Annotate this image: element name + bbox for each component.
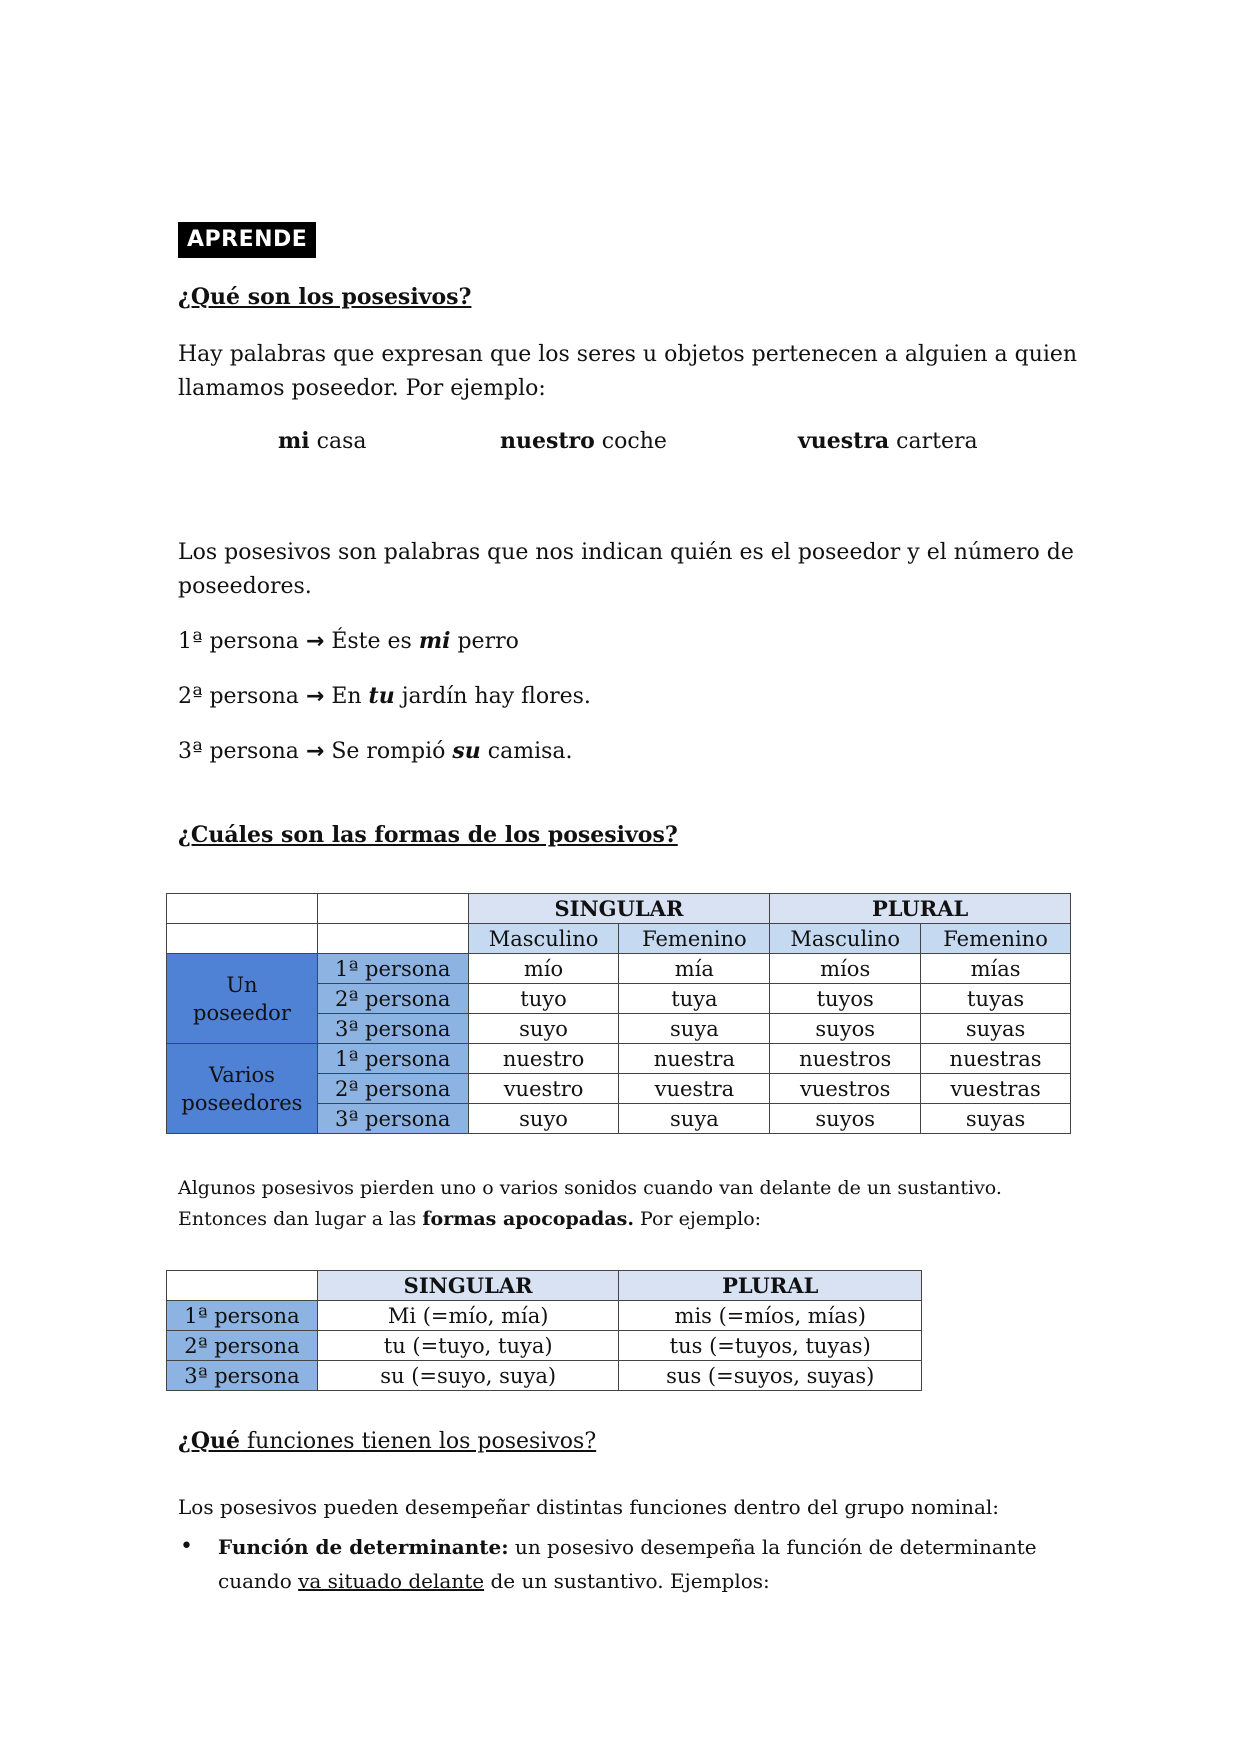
table-cell: tus (=tuyos, tuyas) (619, 1331, 922, 1361)
table-row (167, 954, 1071, 984)
header-masculino: Masculino (770, 924, 921, 954)
table-row (167, 1044, 1071, 1074)
person-sentence-start: Éste es (324, 629, 419, 654)
header-plural: PLURAL (619, 1271, 922, 1301)
table-cell: tuyo (468, 984, 619, 1014)
empty-cell (317, 924, 468, 954)
apocopated-line-2: Entonces dan lugar a las formas apocopadas. Por ejemplo: (178, 1208, 762, 1230)
example-2-noun: coche (594, 429, 667, 454)
table-row (167, 1361, 922, 1391)
table-cell: suyos (770, 1014, 921, 1044)
table-cell: su (=suyo, suya) (317, 1361, 619, 1391)
person-cell: 2ª persona (167, 1331, 318, 1361)
person-cell: 2ª persona (317, 984, 468, 1014)
apocopated-line-1: Algunos posesivos pierden uno o varios sonidos cuando van delante de un sustantivo. (178, 1177, 1002, 1199)
header-femenino: Femenino (619, 924, 770, 954)
section-heading-funciones: ¿Qué funciones tienen los posesivos? (178, 1428, 597, 1454)
empty-cell (317, 894, 468, 924)
header-femenino: Femenino (921, 924, 1071, 954)
table-cell: nuestro (468, 1044, 619, 1074)
table-cell: suya (619, 1104, 770, 1134)
person-cell: 3ª persona (167, 1361, 318, 1391)
apocopated-paragraph (178, 1173, 1078, 1235)
intro-line-1: Hay palabras que expresan que los seres u objetos pertenecen a alguien a quien (178, 342, 1078, 367)
table-cell: tuyas (921, 984, 1071, 1014)
example-2 (500, 428, 667, 454)
table-cell: mío (468, 954, 619, 984)
section-heading-formas: ¿Cuáles son las formas de los posesivos? (178, 822, 678, 848)
header-singular: SINGULAR (317, 1271, 619, 1301)
person-sentence-start: Se rompió (324, 739, 453, 764)
table-cell: tuya (619, 984, 770, 1014)
empty-cell (167, 894, 318, 924)
person-label: 1ª persona (178, 629, 299, 654)
table-cell: suyo (468, 1014, 619, 1044)
example-3-possessive: vuestra (798, 428, 890, 454)
table-cell: nuestras (921, 1044, 1071, 1074)
possessive-word: mi (418, 628, 451, 654)
arrow-right-icon: → (305, 629, 325, 654)
functions-intro: Los posesivos pueden desempeñar distintas funciones dentro del grupo nominal: (178, 1495, 1000, 1519)
intro-paragraph (178, 338, 1078, 406)
bullet-dot-icon: • (180, 1534, 193, 1559)
person-label: 2ª persona (178, 684, 299, 709)
table-cell: vuestra (619, 1074, 770, 1104)
example-1 (278, 428, 366, 454)
person-label: 3ª persona (178, 739, 299, 764)
empty-cell (167, 1271, 318, 1301)
example-1-possessive: mi (278, 428, 310, 454)
person-example-3 (178, 734, 1078, 769)
table-cell: míos (770, 954, 921, 984)
group-label-un-poseedor: Un poseedor (167, 954, 318, 1044)
table-cell: mías (921, 954, 1071, 984)
table-cell: Mi (=mío, mía) (317, 1301, 619, 1331)
person-cell: 1ª persona (317, 1044, 468, 1074)
table-cell: nuestros (770, 1044, 921, 1074)
table-cell: mis (=míos, mías) (619, 1301, 922, 1331)
possessive-word: tu (368, 683, 395, 709)
table-cell: sus (=suyos, suyas) (619, 1361, 922, 1391)
person-sentence-end: camisa. (480, 739, 573, 764)
table-cell: vuestro (468, 1074, 619, 1104)
table-cell: vuestros (770, 1074, 921, 1104)
person-sentence-end: jardín hay flores. (394, 684, 591, 709)
person-cell: 1ª persona (317, 954, 468, 984)
group-label-varios-poseedores: Varios poseedores (167, 1044, 318, 1134)
header-plural: PLURAL (770, 894, 1071, 924)
table-cell: suyo (468, 1104, 619, 1134)
possessive-word: su (452, 738, 481, 764)
example-3 (798, 428, 978, 454)
table-cell: tuyos (770, 984, 921, 1014)
bullet-item-determinante: Función de determinante: un posesivo desempeña la función de determinante cuando va situado delante de un sustantivo. Ejemplos: (218, 1535, 1037, 1593)
arrow-right-icon: → (305, 684, 325, 709)
table-cell: mía (619, 954, 770, 984)
example-2-possessive: nuestro (500, 428, 595, 454)
header-singular: SINGULAR (468, 894, 770, 924)
table-cell: suyas (921, 1014, 1071, 1044)
table-cell: vuestras (921, 1074, 1071, 1104)
person-sentence-start: En (324, 684, 369, 709)
table-cell: tu (=tuyo, tuya) (317, 1331, 619, 1361)
empty-cell (167, 924, 318, 954)
possessive-forms-table (166, 893, 1071, 1134)
person-cell: 2ª persona (317, 1074, 468, 1104)
table-cell: suyos (770, 1104, 921, 1134)
aprende-badge: APRENDE (178, 222, 316, 258)
apocopated-forms-table (166, 1270, 922, 1391)
person-cell: 1ª persona (167, 1301, 318, 1331)
intro-line-2: llamamos poseedor. Por ejemplo: (178, 376, 546, 401)
definition-paragraph (178, 536, 1078, 604)
table-row (167, 1331, 922, 1361)
table-cell: suyas (921, 1104, 1071, 1134)
example-3-noun: cartera (889, 429, 978, 454)
table-cell: nuestra (619, 1044, 770, 1074)
person-sentence-end: perro (450, 629, 519, 654)
arrow-right-icon: → (305, 739, 325, 764)
table-cell: suya (619, 1014, 770, 1044)
example-1-noun: casa (309, 429, 367, 454)
person-cell: 3ª persona (317, 1104, 468, 1134)
definition-line-2: poseedores. (178, 574, 312, 599)
table-row (167, 1301, 922, 1331)
header-masculino: Masculino (468, 924, 619, 954)
definition-line-1: Los posesivos son palabras que nos indican quién es el poseedor y el número de (178, 540, 1074, 565)
section-heading-que-son: ¿Qué son los posesivos? (178, 284, 472, 310)
person-example-1 (178, 624, 1078, 659)
person-cell: 3ª persona (317, 1014, 468, 1044)
person-example-2 (178, 679, 1078, 714)
